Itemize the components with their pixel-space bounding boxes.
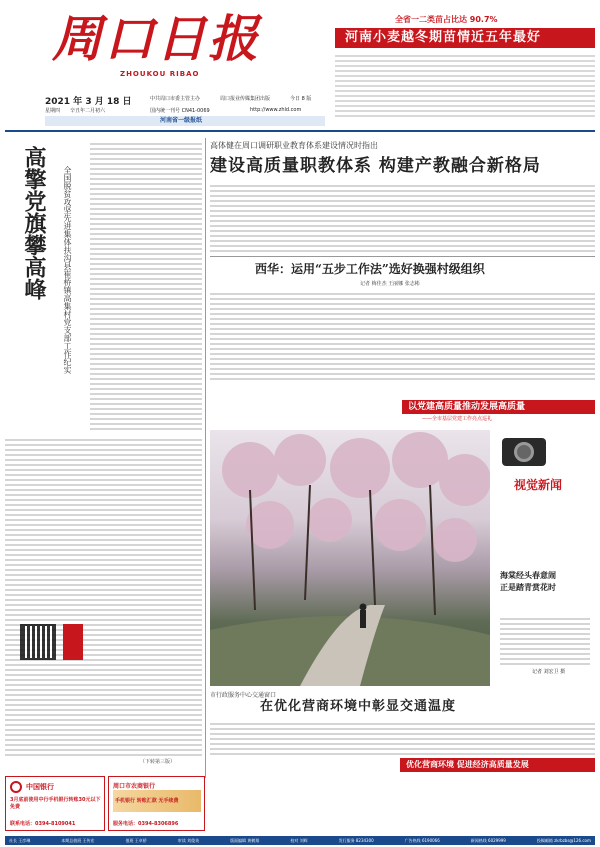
top-news-headline: 河南小麦越冬期苗情近五年最好 [345,30,542,45]
footer-item: 社长 王彦琳 [9,837,31,843]
second-body [210,290,595,382]
ad-boc[interactable] [5,776,105,831]
main-story [210,136,595,426]
footer-item: 版面编辑 黄鹤翔 [230,837,260,843]
second-byline: 记者 梅佳杰 王丽娜 张志彬 [360,281,420,287]
main-body [210,182,595,252]
issue-lunar: 辛丑年二月初六 [70,108,106,114]
photo-caption-body [500,615,590,665]
footer-item: 值班 王卓桥 [125,837,147,843]
photo-section-label: 视觉新闻 [514,478,563,492]
camera-lens [514,442,534,462]
env-banner: 优化营商环境 促进经济高质量发展 [406,760,529,769]
ad-rcb-phone: 服务电话：0394-8306896 [113,821,179,827]
env-headline: 在优化营商环境中彰显交通温度 [260,699,457,714]
footer-item: 投稿邮箱 zkrbzbs@126.com [536,837,591,843]
second-headline: 西华：运用“五步工作法”选好换强村级组织 [255,262,485,276]
masthead [0,0,600,130]
top-news-body [335,52,595,118]
qr-label-block [63,624,83,660]
ad-rcb[interactable] [108,776,205,831]
party-banner-title: 以党建高质量推动发展高质量 [408,402,526,412]
masthead-pinyin: ZHOUKOU RIBAO [120,70,200,78]
news-photo[interactable] [210,430,490,686]
left-subhead: 全国脱贫攻坚先进集体扶沟县崔桥镇高集村党支部工作纪实 [63,166,72,374]
issue-date: 2021 年 3 月 18 日 [45,97,132,107]
party-banner-subtitle: ——全市基层党建工作亮点巡礼 [422,416,493,422]
ad-rcb-name: 周口市农商银行 [113,783,156,790]
left-body-text-2 [5,436,202,756]
issue-weekday: 星期四 [45,108,61,114]
main-kicker: 高体健在周口调研职业教育体系建设情况时指出 [210,141,378,150]
masthead-divider [5,130,595,132]
column-divider-left [205,138,206,778]
footer-item: 新闻热线 6029999 [470,837,506,843]
env-kicker: 市行政服务中心交通窗口 [210,692,277,699]
masthead-logo: 周口日报 [52,9,260,68]
masthead-publisher: 周口报业传媒集团出版 [220,96,271,102]
footer-item: 广告热线 6190066 [404,837,440,843]
ad-rcb-slogan: 手机银行 转账汇款 无手续费 [115,798,179,804]
website-url: http://www.zhld.com [250,107,302,113]
footer-item: 校对 刘辉 [290,837,308,843]
footer-bar [5,836,595,845]
footer-item: 本期总值班 王传宏 [61,837,95,843]
top-news-kicker: 全省一二类苗占比达 90.7% [395,15,498,24]
masthead-sponsor: 中共周口市委主管主办 [150,96,201,102]
main-headline: 建设高质量职教体系 构建产教融合新格局 [210,156,541,176]
left-headline: 高擎党旗攀高峰 [21,146,47,300]
cn-number: 国内统一刊号 CN41-0069 [150,108,210,114]
env-body [210,720,595,756]
masthead-tag-text: 河南省一级报纸 [160,117,203,124]
ad-boc-phone: 联系电话：0394-8109041 [10,821,76,827]
left-column [5,136,205,771]
qr-code[interactable] [20,624,56,660]
issue-pages: 今日 8 版 [290,96,312,102]
footer-item: 发行服务 8234300 [338,837,374,843]
photo-scene [210,430,490,686]
left-continued: （下转第三版） [140,759,176,765]
ad-boc-slogan: 3月底前使用中行手机银行转账30元以下免费 [10,797,101,810]
footer-item: 审读 刘俊英 [177,837,200,843]
left-body-text-1 [90,140,202,430]
photo-credit: 记者 刘宏卫 摄 [532,669,566,675]
party-banner [402,400,595,426]
ad-boc-name: 中国银行 [26,783,54,791]
second-story-rule [210,256,595,257]
env-story [210,690,595,775]
photo-right-panel [492,430,595,686]
boc-logo-icon [10,781,22,793]
photo-caption-title: 海棠经头春意闹 [500,571,556,580]
photo-caption-sub: 正是踏青赏花时 [500,583,556,592]
